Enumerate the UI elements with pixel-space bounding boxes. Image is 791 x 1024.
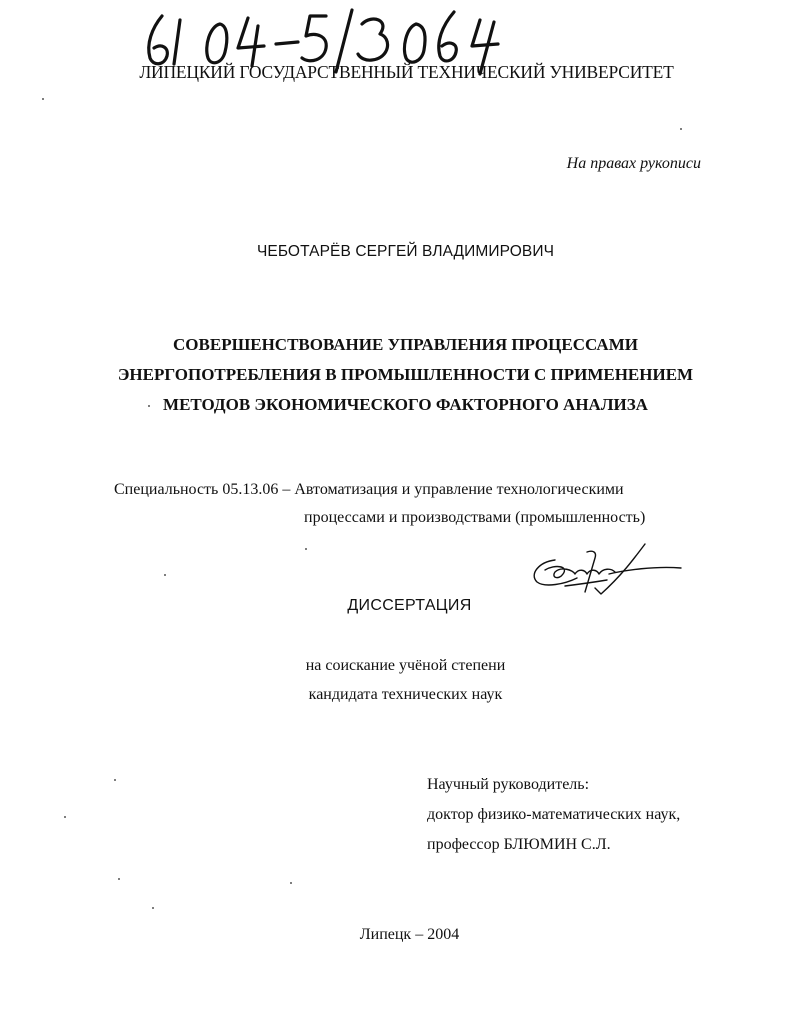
- scan-speck: [148, 405, 150, 407]
- document-type: ДИССЕРТАЦИЯ: [347, 597, 472, 614]
- title-line: ЭНЕРГОПОТРЕБЛЕНИЯ В ПРОМЫШЛЕННОСТИ С ПРИМЕНЕНИЕМ: [117, 365, 694, 384]
- manuscript-note: На правах рукописи: [566, 155, 701, 172]
- title-line: СОВЕРШЕНСТВОВАНИЕ УПРАВЛЕНИЯ ПРОЦЕССАМИ: [173, 335, 638, 354]
- scan-speck: [64, 816, 66, 818]
- scan-speck: [152, 907, 154, 909]
- author-name: ЧЕБОТАРЁВ СЕРГЕЙ ВЛАДИМИРОВИЧ: [256, 243, 555, 260]
- scan-speck: [305, 548, 307, 550]
- scan-speck: [164, 574, 166, 576]
- signature: [525, 540, 685, 600]
- supervisor-name: профессор БЛЮМИН С.Л.: [427, 836, 611, 853]
- supervisor-label: Научный руководитель:: [427, 776, 590, 793]
- title-line: МЕТОДОВ ЭКОНОМИЧЕСКОГО ФАКТОРНОГО АНАЛИЗА: [163, 395, 648, 414]
- thesis-title: [0, 330, 791, 420]
- scan-speck: [290, 882, 292, 884]
- degree-line-2: кандидата технических наук: [308, 686, 503, 703]
- specialty-line-2: процессами и производствами (промышленность): [304, 509, 646, 526]
- scan-speck: [114, 779, 116, 781]
- university-name: ЛИПЕЦКИЙ ГОСУДАРСТВЕННЫЙ ТЕХНИЧЕСКИЙ УНИВЕРСИТЕТ: [139, 62, 674, 82]
- supervisor-degree: доктор физико-математических наук,: [427, 806, 681, 823]
- degree-line-1: на соискание учёной степени: [305, 657, 506, 674]
- scan-speck: [42, 98, 44, 100]
- scan-speck: [680, 128, 682, 130]
- specialty-line-1: Специальность 05.13.06 – Автоматизация и управление технологическими: [114, 481, 624, 498]
- scan-speck: [118, 878, 120, 880]
- city-year: Липецк – 2004: [359, 926, 460, 943]
